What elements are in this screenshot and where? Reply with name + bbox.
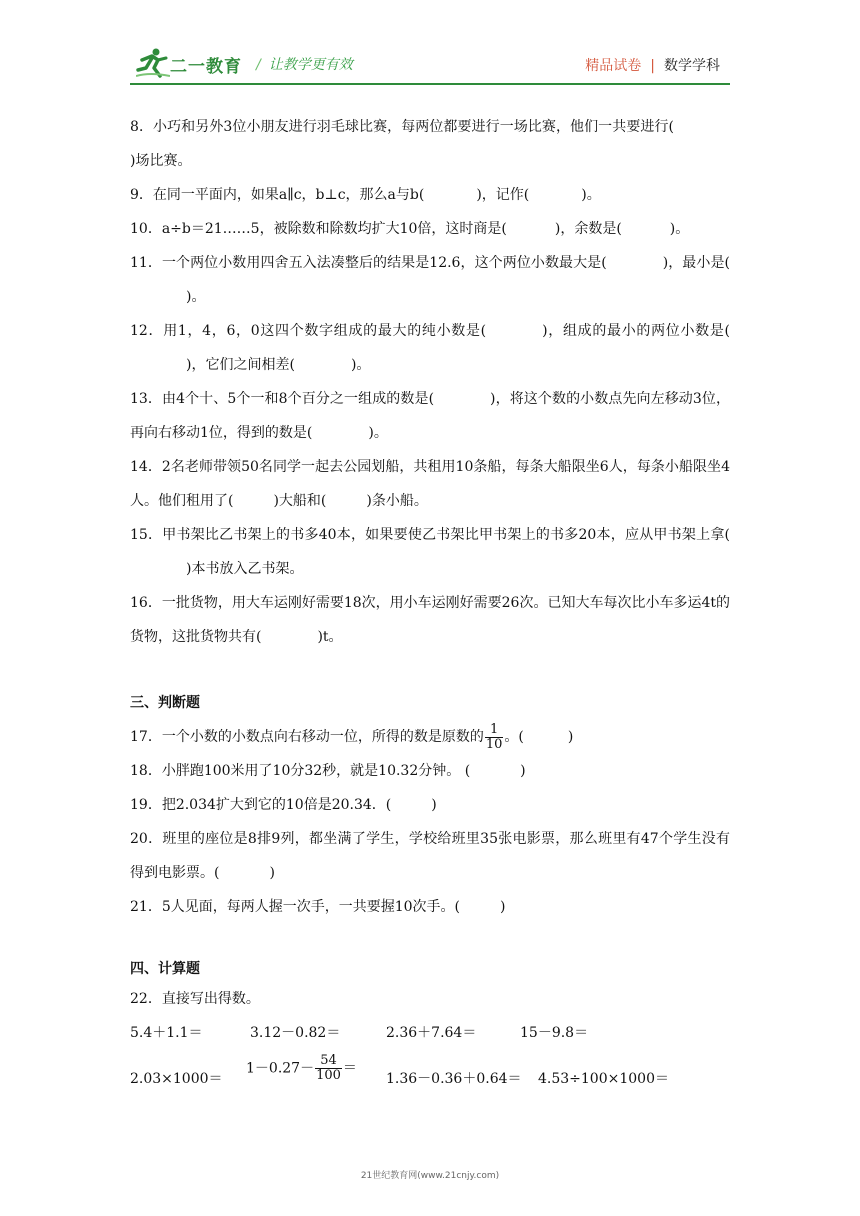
header-divider: [130, 83, 730, 85]
question-15: 15．甲书架比乙书架上的书多40本，如果要使乙书架比甲书架上的书多20本，应从甲书架上拿()本书放入乙书架。: [130, 527, 730, 577]
question-20: 20．班里的座位是8排9列，都坐满了学生，学校给班里35张电影票，那么班里有47个学生没有得到电影票。( ): [130, 831, 730, 881]
calc-item: 5.4＋1.1＝: [130, 1025, 203, 1041]
question-10: 10．a÷b＝21……5，被除数和除数均扩大10倍，这时商是( )，余数是( )。: [130, 221, 690, 237]
question-11: 11．一个两位小数用四舍五入法凑整后的结果是12.6，这个两位小数最大是( )，最小是()。: [130, 255, 730, 305]
section-title-calculation: 四、计算题: [130, 961, 200, 977]
page-footer: 21世纪教育网(www.21cnjy.com): [360, 1171, 500, 1181]
slogan-slash: /: [256, 57, 261, 73]
question-16: 16．一批货物，用大车运刚好需要18次，用小车运刚好需要26次。已知大车每次比小车多运4t的货物，这批货物共有( )t。: [130, 595, 730, 645]
calc-item: 2.03×1000＝: [130, 1071, 223, 1087]
fraction-54-100: $\frac{54}{100}$: [316, 1053, 341, 1083]
calc-item: 4.53÷100×1000＝: [538, 1071, 669, 1087]
runner-logo-icon: [136, 46, 170, 80]
question-9: 9．在同一平面内，如果a∥c，b⊥c，那么a与b( )，记作( )。: [130, 187, 601, 203]
logo: [136, 46, 261, 80]
question-8: 8．小巧和另外3位小朋友进行羽毛球比赛，每两位都要进行一场比赛，他们一共要进行()场比赛。: [130, 119, 674, 169]
calc-item-fraction: 1－0.27－ $\frac{54}{100}$ ＝: [246, 1053, 357, 1083]
question-13: 13．由4个十、5个一和8个百分之一组成的数是( )，将这个数的小数点先向左移动3位，再向右移动1位，得到的数是( )。: [130, 391, 730, 441]
page-header: [0, 0, 860, 100]
tag-premium: 精品试卷: [585, 58, 642, 74]
calc-item: 15－9.8＝: [520, 1025, 589, 1041]
logo-text: 二一教育: [170, 57, 242, 77]
question-18: 18．小胖跑100米用了10分32秒，就是10.32分钟。 ( ): [130, 763, 526, 779]
question-21: 21．5人见面，每两人握一次手，一共要握10次手。( ): [130, 899, 506, 915]
calc-item: 3.12－0.82＝: [250, 1025, 341, 1041]
tag-subject: 数学学科: [664, 58, 720, 74]
calc-item: 2.36＋7.64＝: [386, 1025, 477, 1041]
calc-item: 1.36－0.36＋0.64＝: [386, 1071, 522, 1087]
slogan: [256, 54, 353, 74]
question-22: 22．直接写出得数。: [130, 991, 260, 1007]
fraction-one-tenth: $\frac{1}{10}$: [485, 721, 503, 752]
header-tags: [585, 55, 720, 75]
tag-separator: |: [650, 58, 655, 74]
calc-row-1: [130, 1016, 730, 1056]
question-17: 17．一个小数的小数点向右移动一位，所得的数是原数的 $\frac{1}{10}$ 。( ): [130, 721, 574, 752]
question-19: 19．把2.034扩大到它的10倍是20.34．( ): [130, 797, 437, 813]
exam-content: [130, 110, 730, 1104]
question-12: 12．用1，4，6，0这四个数字组成的最大的纯小数是( )，组成的最小的两位小数是()，它们之间相差( )。: [130, 323, 730, 373]
slogan-text: 让教学更有效: [268, 57, 353, 73]
calc-row-2: [130, 1053, 730, 1104]
section-title-judgement: 三、判断题: [130, 695, 200, 711]
question-14: 14．2名老师带领50名同学一起去公园划船，共租用10条船，每条大船限坐6人，每条小船限坐4人。他们租用了( )大船和( )条小船。: [130, 459, 730, 509]
